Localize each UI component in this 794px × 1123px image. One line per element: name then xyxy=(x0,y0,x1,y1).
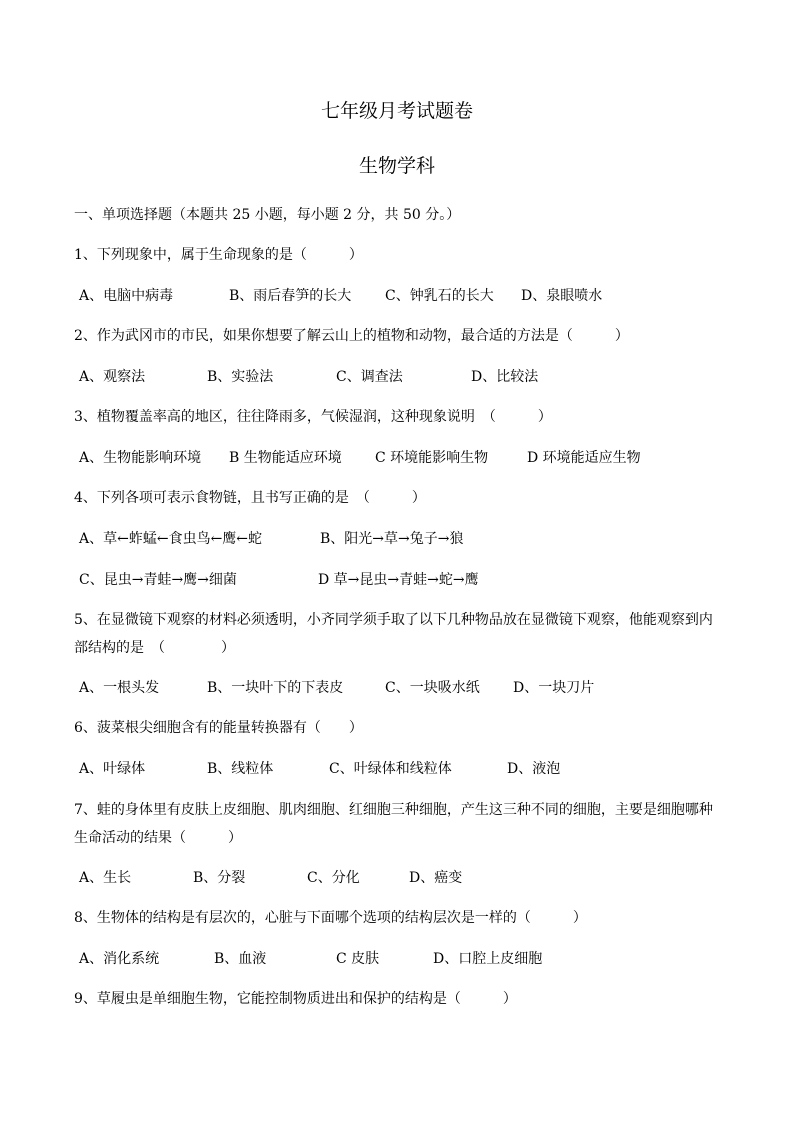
question-9-stem: 9、草履虫是单细胞生物，它能控制物质进出和保护的结构是（ ） xyxy=(74,991,517,1007)
question-2-stem: 2、作为武冈市的市民，如果你想要了解云山上的植物和动物，最合适的方法是（ ） xyxy=(74,328,629,344)
question-8-option-b: B、血液 xyxy=(214,951,267,967)
question-3-stem: 3、植物覆盖率高的地区，往往降雨多，气候湿润，这种现象说明 （ ） xyxy=(74,409,552,425)
question-6-option-c: C、叶绿体和线粒体 xyxy=(329,761,452,777)
question-3-option-c: C 环境能影响生物 xyxy=(375,450,489,466)
question-8-option-d: D、口腔上皮细胞 xyxy=(433,951,543,967)
question-2-option-a: A、观察法 xyxy=(79,369,146,385)
question-6-stem: 6、菠菜根尖细胞含有的能量转换器有（ ） xyxy=(74,720,363,736)
question-2-option-b: B、实验法 xyxy=(207,369,274,385)
question-5-stem: 5、在显微镜下观察的材料必须透明，小齐同学须手取了以下几种物品放在显微镜下观察，他能观察到内部结构的是 （ ） xyxy=(74,612,713,656)
question-1-option-b: B、雨后春笋的长大 xyxy=(229,288,352,304)
question-7-option-c: C、分化 xyxy=(307,870,360,886)
question-2-option-c: C、调查法 xyxy=(336,369,403,385)
question-7-option-d: D、癌变 xyxy=(409,870,463,886)
question-1-stem: 1、下列现象中，属于生命现象的是（ ） xyxy=(74,247,363,263)
question-1-option-d: D、泉眼喷水 xyxy=(521,288,603,304)
document-title: 七年级月考试题卷 xyxy=(320,100,473,122)
question-8-option-a: A、消化系统 xyxy=(79,951,160,967)
question-4-option-d: D 草→昆虫→青蛙→蛇→鹰 xyxy=(318,572,479,588)
subject-title: 生物学科 xyxy=(358,155,435,177)
question-5-option-b: B、一块叶下的下表皮 xyxy=(207,680,344,696)
question-4-option-c: C、昆虫→青蛙→鹰→细菌 xyxy=(79,572,237,588)
question-6-option-d: D、液泡 xyxy=(507,761,561,777)
question-7-option-a: A、生长 xyxy=(79,870,132,886)
question-3-option-b: B 生物能适应环境 xyxy=(229,450,342,466)
question-1-option-c: C、钟乳石的长大 xyxy=(385,288,494,304)
question-5-option-a: A、一根头发 xyxy=(79,680,160,696)
question-6-option-a: A、叶绿体 xyxy=(79,761,146,777)
section-heading: 一、单项选择题（本题共 25 小题，每小题 2 分，共 50 分。） xyxy=(74,207,461,223)
question-1-option-a: A、电脑中病毒 xyxy=(79,288,174,304)
question-4-option-a: A、草←蚱蜢←食虫鸟←鹰←蛇 xyxy=(79,531,263,547)
question-6-option-b: B、线粒体 xyxy=(207,761,274,777)
question-7-stem: 7、蛙的身体里有皮肤上皮细胞、肌肉细胞、红细胞三种细胞，产生这三种不同的细胞，主要是细胞哪种生命活动的结果（ ） xyxy=(74,802,713,846)
question-8-option-c: C 皮肤 xyxy=(336,951,380,967)
question-5-option-c: C、一块吸水纸 xyxy=(385,680,480,696)
question-4-option-b: B、阳光→草→兔子→狼 xyxy=(320,531,464,547)
question-3-option-a: A、生物能影响环境 xyxy=(79,450,202,466)
question-8-stem: 8、生物体的结构是有层次的，心脏与下面哪个选项的结构层次是一样的（ ） xyxy=(74,910,587,926)
question-2-option-d: D、比较法 xyxy=(471,369,539,385)
question-7-option-b: B、分裂 xyxy=(193,870,246,886)
question-4-stem: 4、下列各项可表示食物链，且书写正确的是 （ ） xyxy=(74,490,426,506)
question-3-option-d: D 环境能适应生物 xyxy=(527,450,641,466)
question-5-option-d: D、一块刀片 xyxy=(513,680,595,696)
